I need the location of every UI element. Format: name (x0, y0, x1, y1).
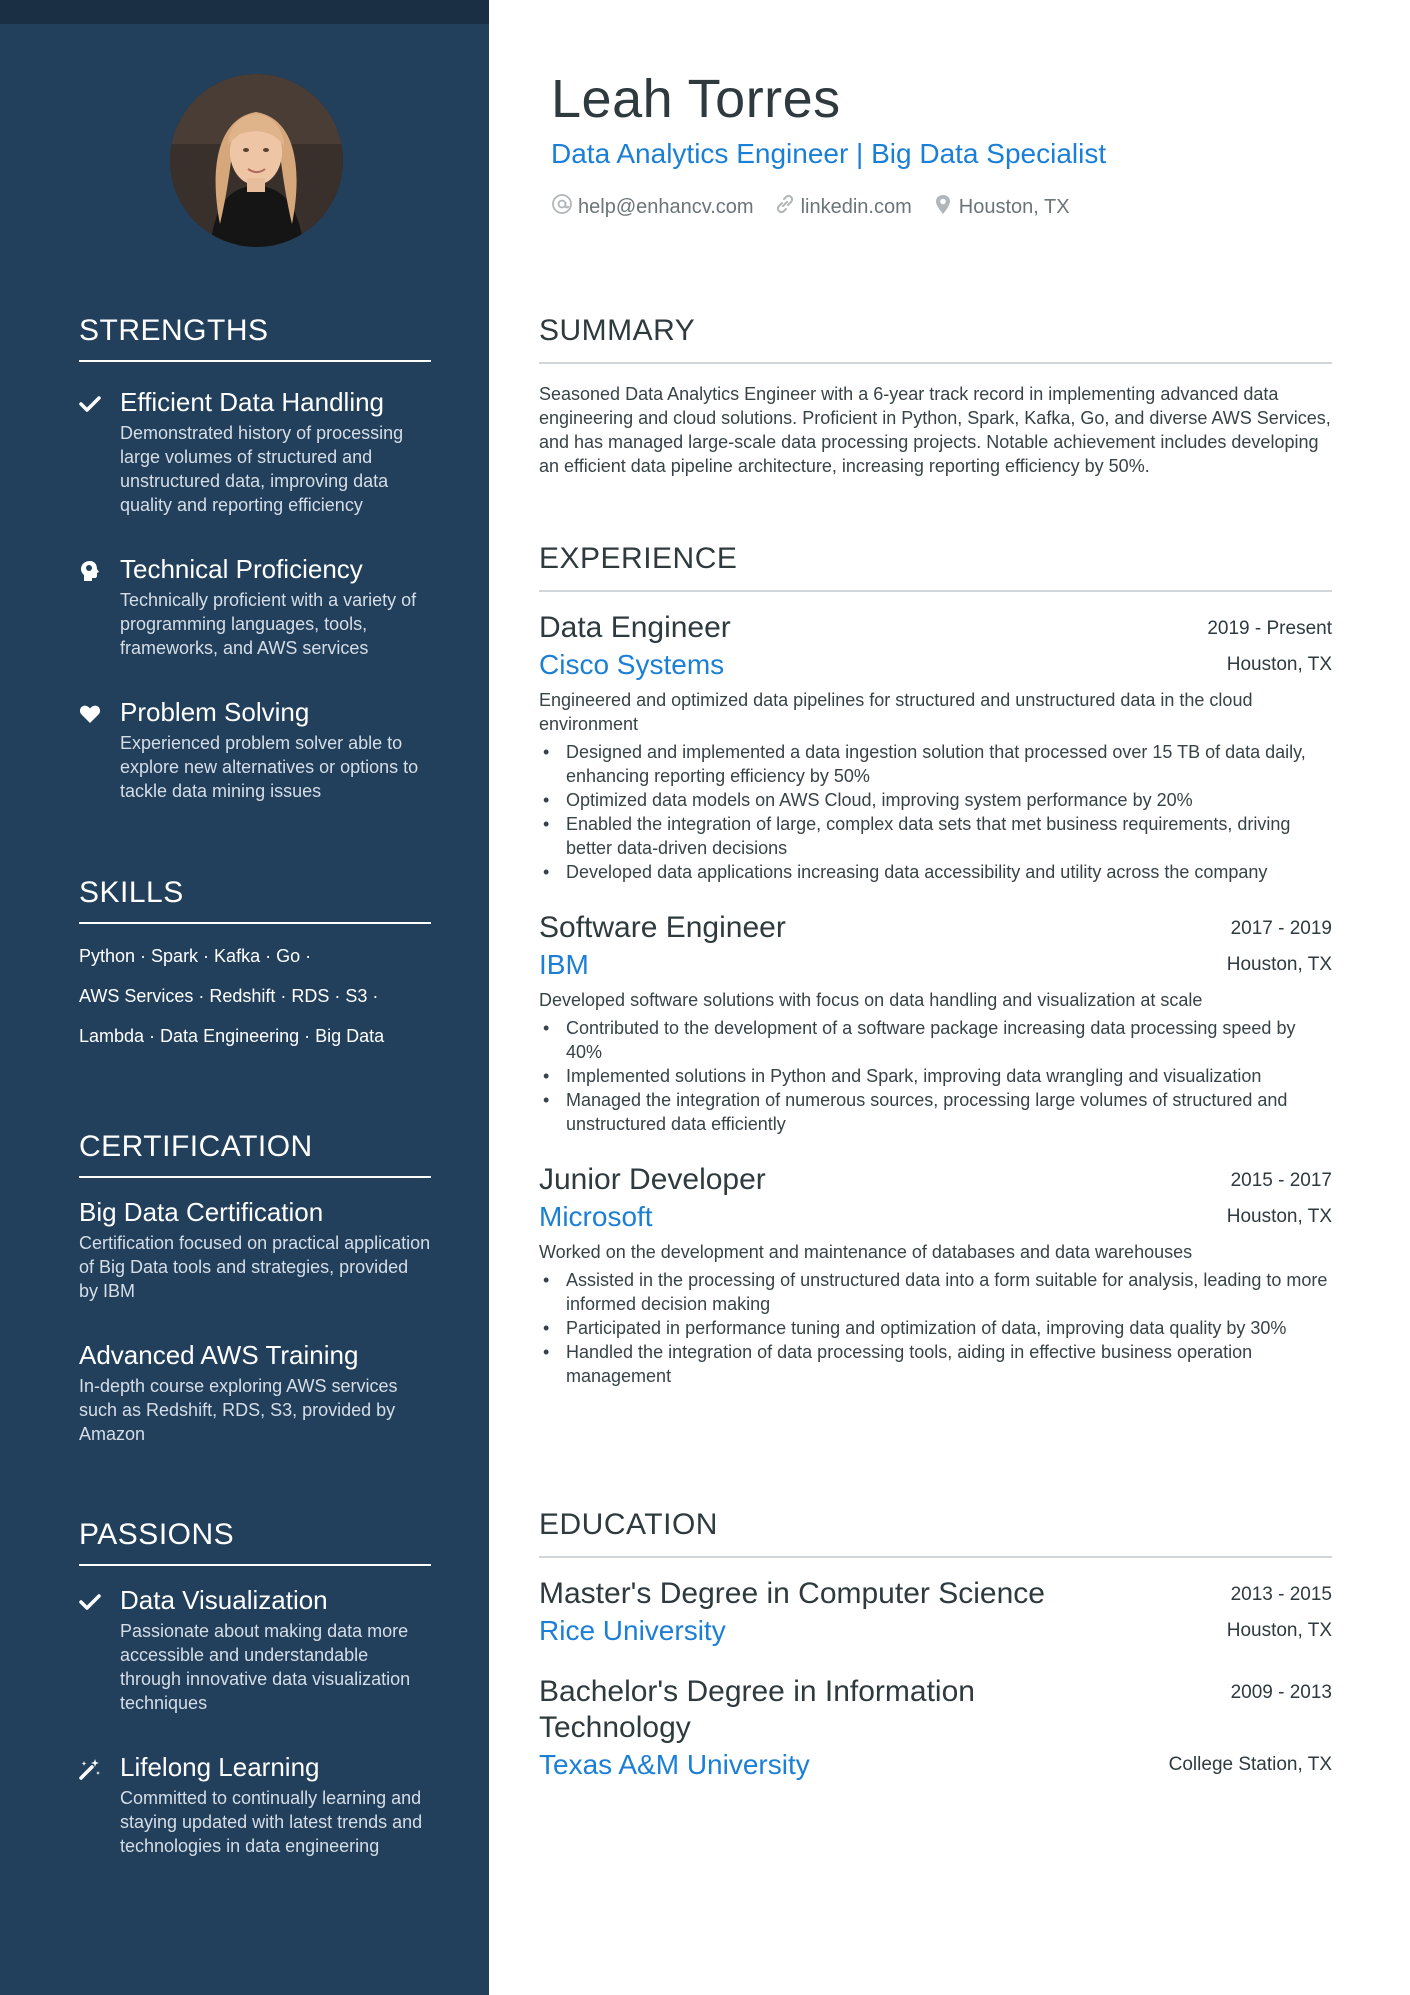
bullet-item: • Handled the integration of data processing tools, aiding in effective business operation management (539, 1340, 1332, 1388)
strength-title: Efficient Data Handling (120, 387, 385, 417)
strengths-section (79, 314, 431, 803)
job-dates: 2015 - 2017 (1230, 1170, 1332, 1191)
skills-title: SKILLS (79, 876, 431, 924)
school-location: College Station, TX (1168, 1754, 1332, 1775)
contact-email[interactable] (551, 193, 754, 221)
degree-name: Bachelor's Degree in Information Technology (539, 1675, 975, 1744)
magic-wand-icon (79, 1758, 101, 1780)
bullet-item: • Developed data applications increasing data accessibility and utility across the company (539, 860, 1332, 884)
contact-linkedin[interactable] (774, 193, 912, 221)
job-description: Engineered and optimized data pipelines for structured and unstructured data in the cloud environment (539, 690, 1253, 734)
company-name: Microsoft (539, 1201, 653, 1232)
job-title: Software Engineer (539, 911, 786, 944)
contact-bar (551, 193, 1090, 221)
passion-item (79, 1584, 431, 1715)
education-title: EDUCATION (539, 1508, 1332, 1558)
job-location: Houston, TX (1226, 1206, 1332, 1227)
company-name: IBM (539, 949, 589, 980)
school-name: Texas A&M University (539, 1749, 810, 1780)
link-icon (774, 193, 801, 221)
at-icon (551, 193, 578, 221)
bullet-item: • Designed and implemented a data ingestion solution that processed over 15 TB of data daily, enhancing reporting efficiency by 50% (539, 740, 1332, 788)
map-pin-icon (932, 193, 959, 221)
school-location: Houston, TX (1226, 1620, 1332, 1641)
passion-item (79, 1751, 431, 1858)
job-description: Developed software solutions with focus on data handling and visualization at scale (539, 990, 1203, 1010)
contact-location (932, 193, 1070, 221)
education-dates: 2013 - 2015 (1230, 1584, 1332, 1605)
job-description: Worked on the development and maintenance of databases and data warehouses (539, 1242, 1193, 1262)
strength-item (79, 553, 431, 660)
certification-title: CERTIFICATION (79, 1130, 431, 1178)
linkedin-text: linkedin.com (800, 195, 912, 218)
education-entry (539, 1674, 1332, 1782)
experience-entry (539, 610, 1332, 884)
summary-text: Seasoned Data Analytics Engineer with a 6-year track record in implementing advanced data engineering and cloud solutions. Proficient in Python, Spark, Kafka, Go, and diverse AWS Services, and has managed large-scale data processing projects. Notable achievement includes developing an efficient data pipeline architecture, increasing reporting efficiency by 50%. (539, 384, 1331, 476)
experience-entry (539, 1162, 1332, 1388)
passion-title: Lifelong Learning (120, 1752, 320, 1782)
degree-name: Master's Degree in Computer Science (539, 1577, 1045, 1610)
check-icon (79, 1591, 101, 1613)
certification-name: Big Data Certification (79, 1197, 324, 1227)
summary-title: SUMMARY (539, 314, 1332, 364)
skills-line: Python · Spark · Kafka · Go · (79, 946, 312, 966)
summary-section (539, 314, 1332, 478)
job-dates: 2019 - Present (1207, 618, 1332, 639)
heart-icon (79, 703, 101, 725)
avatar (170, 74, 343, 247)
bullet-item: • Assisted in the processing of unstructured data into a form suitable for analysis, leading to more informed decision making (539, 1268, 1332, 1316)
job-location: Houston, TX (1226, 654, 1332, 675)
company-name: Cisco Systems (539, 649, 725, 680)
experience-entry (539, 910, 1332, 1136)
education-entry (539, 1576, 1332, 1648)
strength-title: Technical Proficiency (120, 554, 363, 584)
strengths-title: STRENGTHS (79, 314, 431, 362)
certification-item (79, 1196, 431, 1303)
strength-item (79, 386, 431, 517)
certification-desc: Certification focused on practical application of Big Data tools and strategies, provided by IBM (79, 1233, 431, 1301)
job-bullets (539, 1268, 1332, 1388)
job-title: Junior Developer (539, 1163, 766, 1196)
location-text: Houston, TX (958, 195, 1070, 218)
strength-desc: Experienced problem solver able to explore new alternatives or options to tackle data mining issues (120, 733, 419, 801)
sidebar (0, 0, 489, 1995)
education-section (539, 1508, 1332, 1782)
school-name: Rice University (539, 1615, 726, 1646)
bullet-item: • Participated in performance tuning and optimization of data, improving data quality by 30% (539, 1316, 1332, 1340)
experience-section (539, 542, 1332, 1388)
certification-item (79, 1339, 431, 1446)
certification-desc: In-depth course exploring AWS services such as Redshift, RDS, S3, provided by Amazon (79, 1376, 398, 1444)
bullet-item: • Contributed to the development of a software package increasing data processing speed by 40% (539, 1016, 1332, 1064)
skills-section (79, 876, 431, 1048)
strength-desc: Demonstrated history of processing large volumes of structured and unstructured data, improving data quality and reporting efficiency (120, 423, 404, 515)
sidebar-top-bar (0, 0, 489, 24)
skills-line: AWS Services · Redshift · RDS · S3 · (79, 986, 379, 1006)
education-dates: 2009 - 2013 (1230, 1682, 1332, 1703)
passion-title: Data Visualization (120, 1585, 328, 1615)
brain-head-icon (79, 560, 101, 582)
job-dates: 2017 - 2019 (1230, 918, 1332, 939)
strength-desc: Technically proficient with a variety of programming languages, tools, frameworks, and AWS services (120, 590, 417, 658)
bullet-item: • Optimized data models on AWS Cloud, improving system performance by 20% (539, 788, 1332, 812)
passion-desc: Passionate about making data more accessible and understandable through innovative data visualization techniques (120, 1621, 411, 1713)
certification-name: Advanced AWS Training (79, 1340, 359, 1370)
strength-title: Problem Solving (120, 697, 310, 727)
job-location: Houston, TX (1226, 954, 1332, 975)
job-title: Data Engineer (539, 611, 731, 644)
experience-title: EXPERIENCE (539, 542, 1332, 592)
strength-item (79, 696, 431, 803)
email-text: help@enhancv.com (578, 195, 754, 218)
certification-section (79, 1130, 431, 1446)
skills-line: Lambda · Data Engineering · Big Data (79, 1026, 385, 1046)
passions-section (79, 1518, 431, 1858)
bullet-item: • Managed the integration of numerous sources, processing large volumes of structured and unstructured data efficiently (539, 1088, 1332, 1136)
passions-title: PASSIONS (79, 1518, 431, 1566)
job-bullets (539, 1016, 1332, 1136)
job-bullets (539, 740, 1332, 884)
bullet-item: • Enabled the integration of large, complex data sets that met business requirements, driving better data-driven decisions (539, 812, 1332, 860)
passion-desc: Committed to continually learning and staying updated with latest trends and technologies in data engineering (120, 1788, 423, 1856)
main-content (489, 0, 1410, 1995)
candidate-headline: Data Analytics Engineer | Big Data Specialist (551, 138, 1107, 169)
check-icon (79, 393, 101, 415)
bullet-item: • Implemented solutions in Python and Spark, improving data wrangling and visualization (539, 1064, 1332, 1088)
candidate-name: Leah Torres (551, 69, 841, 129)
